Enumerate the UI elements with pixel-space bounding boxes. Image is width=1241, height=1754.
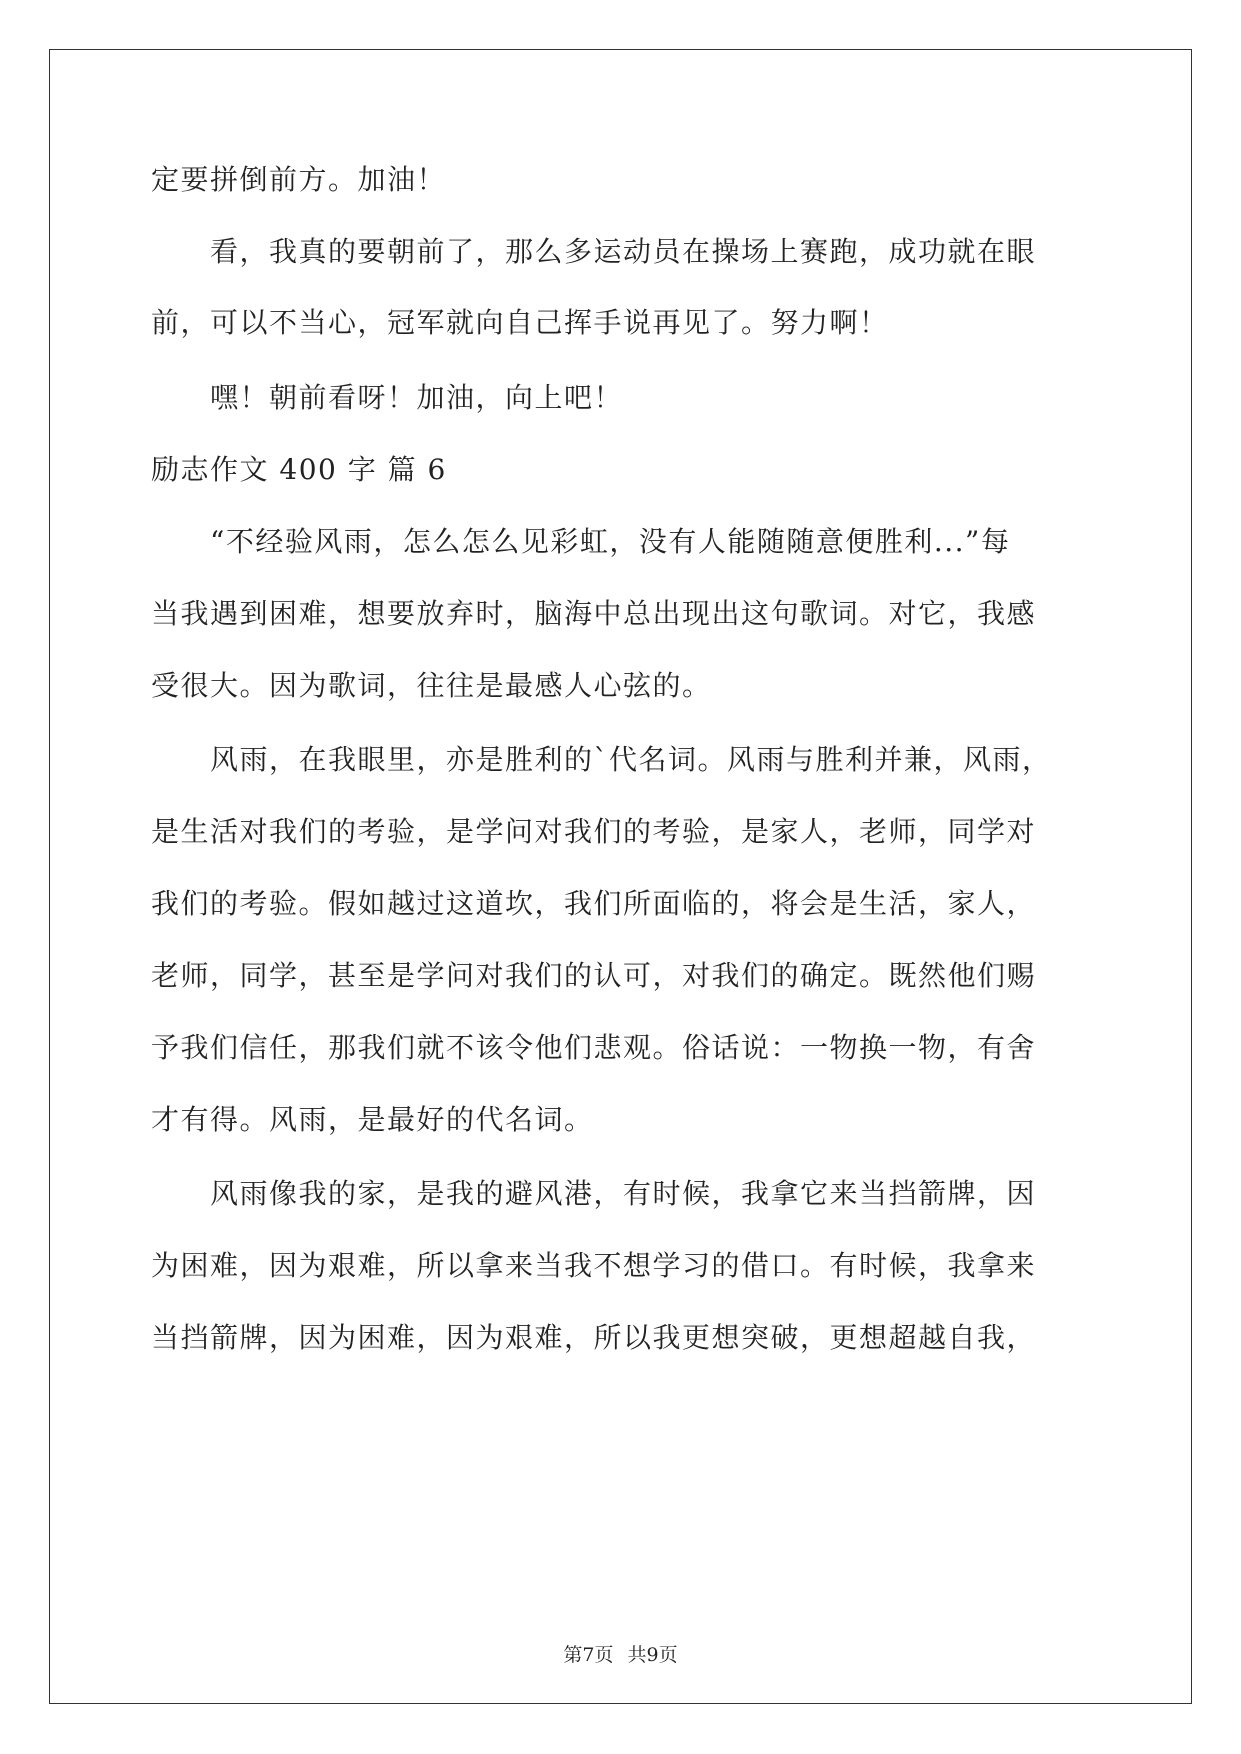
body-text-line: 定要拼倒前方。加油！ xyxy=(151,163,447,196)
body-text-line: 风雨，在我眼里，亦是胜利的`代名词。风雨与胜利并兼，风雨， xyxy=(151,743,1052,776)
body-text-line: 是生活对我们的考验，是学问对我们的考验，是家人，老师，同学对 xyxy=(151,815,1037,848)
body-text-line: 前，可以不当心，冠军就向自己挥手说再见了。努力啊！ xyxy=(151,306,889,339)
body-text-line: “不经验风雨，怎么怎么见彩虹，没有人能随随意便胜利...”每 xyxy=(151,525,1011,558)
body-text-line: 风雨像我的家，是我的避风港，有时候，我拿它来当挡箭牌，因 xyxy=(151,1177,1037,1210)
body-text-line: 老师，同学，甚至是学问对我们的认可，对我们的确定。既然他们赐 xyxy=(151,959,1037,992)
body-text-line: 才有得。风雨，是最好的代名词。 xyxy=(151,1103,594,1136)
body-text-line: 当我遇到困难，想要放弃时，脑海中总出现出这句歌词。对它，我感 xyxy=(151,597,1037,630)
section-heading: 励志作文 400 字 篇 6 xyxy=(151,453,447,486)
page-border xyxy=(49,49,1192,1704)
body-text-line: 受很大。因为歌词，往往是最感人心弦的。 xyxy=(151,669,712,702)
body-text-line: 看，我真的要朝前了，那么多运动员在操场上赛跑，成功就在眼 xyxy=(151,235,1037,268)
page-total: 共9页 xyxy=(627,1644,678,1666)
body-text-line: 为困难，因为艰难，所以拿来当我不想学习的借口。有时候，我拿来 xyxy=(151,1249,1037,1282)
body-text-line: 予我们信任，那我们就不该令他们悲观。俗话说：一物换一物，有舍 xyxy=(151,1031,1037,1064)
body-text-line: 嘿！朝前看呀！加油，向上吧！ xyxy=(151,381,624,414)
page-number: 第7页 xyxy=(563,1644,614,1666)
body-text-line: 当挡箭牌，因为困难，因为艰难，所以我更想突破，更想超越自我， xyxy=(151,1321,1037,1354)
page-footer xyxy=(0,1640,1241,1667)
body-text-line: 我们的考验。假如越过这道坎，我们所面临的，将会是生活，家人， xyxy=(151,887,1037,920)
